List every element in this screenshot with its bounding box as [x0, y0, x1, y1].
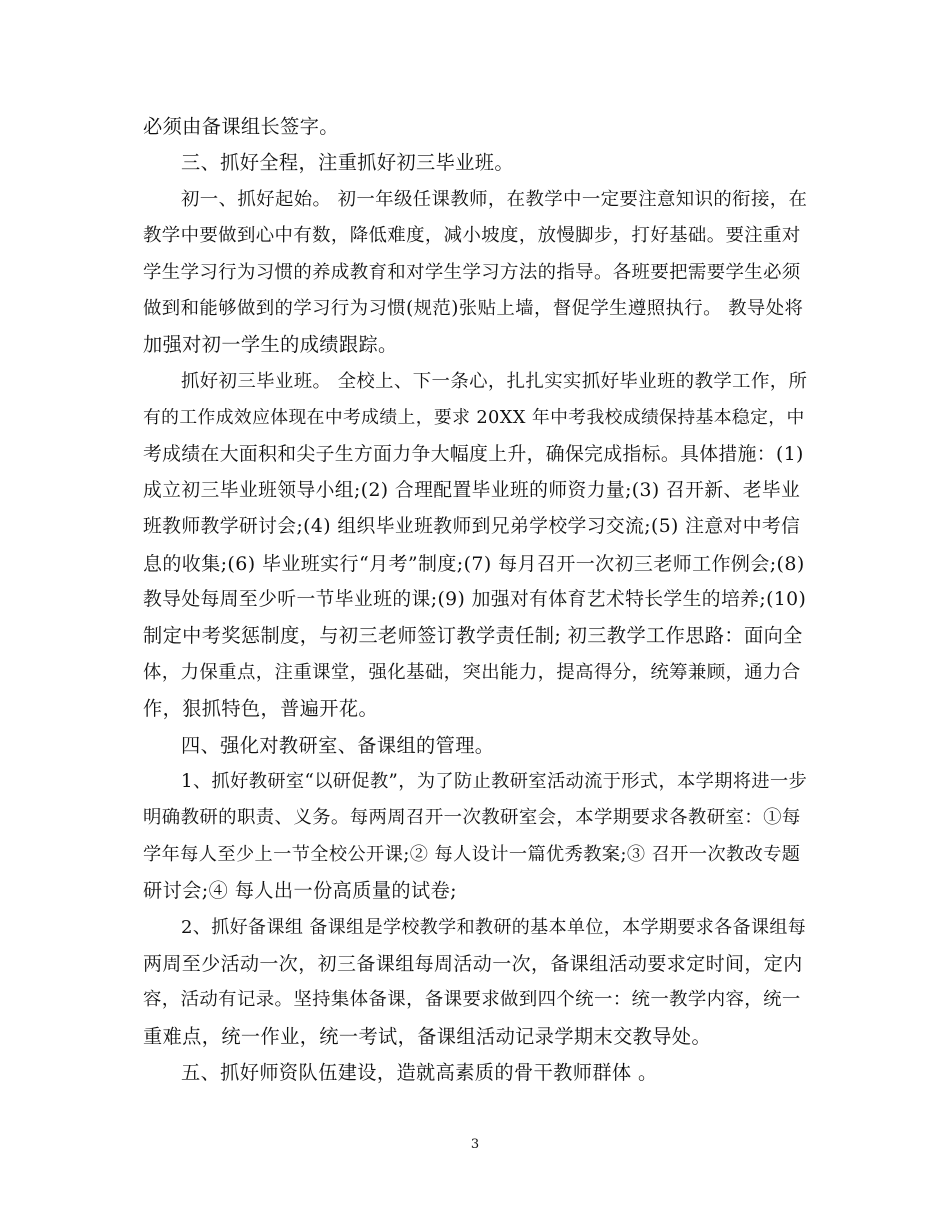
text-line: 加强对初一学生的成绩跟踪。	[143, 333, 398, 357]
text-line: 教学中要做到心中有数，降低难度，减小坡度，放慢脚步，打好基础。要注重对	[143, 225, 801, 247]
text-line: 两周至少活动一次，初三备课组每周活动一次，备课组活动要求定时间，定内	[143, 952, 803, 975]
text-line: 作，狠抓特色，普遍开花。	[143, 697, 379, 721]
text-line: 做到和能够做到的学习行为习惯(规范)张贴上墙，督促学生遵照执行。 教导处将	[143, 297, 804, 319]
text-line: 研讨会;④ 每人出一份高质量的试卷;	[143, 879, 458, 903]
text-line: 息的收集;(6) 毕业班实行“月考”制度;(7) 每月召开一次初三老师工作例会;(8)	[143, 552, 805, 575]
section-heading: 四、强化对教研室、备课组的管理。	[181, 733, 495, 757]
text-line: 制定中考奖惩制度，与初三老师签订教学责任制; 初三教学工作思路：面向全	[143, 624, 803, 648]
text-line: 必须由备课组长签字。	[143, 115, 339, 138]
text-line: 有的工作成效应体现在中考成绩上，要求 20XX 年中考我校成绩保持基本稳定，中	[143, 407, 805, 429]
section-heading: 三、抓好全程，注重抓好初三毕业班。	[181, 151, 514, 175]
text-line: 体，力保重点，注重课堂，强化基础，突出能力，提高得分，统筹兼顾，通力合	[143, 661, 801, 683]
text-line: 1、抓好教研室“以研促教”，为了防止教研室活动流于形式，本学期将进一步	[181, 771, 808, 793]
text-line: 学生学习行为习惯的养成教育和对学生学习方法的指导。各班要把需要学生必须	[143, 261, 801, 283]
text-line: 考成绩在大面积和尖子生方面力争大幅度上升，确保完成指标。具体措施：(1)	[143, 443, 804, 465]
text-line: 重难点，统一作业，统一考试，备课组活动记录学期末交教导处。	[143, 1024, 712, 1048]
body-text	[143, 109, 807, 1092]
section-heading: 五、抓好师资队伍建设，造就高素质的骨干教师群体 。	[181, 1061, 658, 1085]
text-line: 初一、抓好起始。 初一年级任课教师，在教学中一定要注意知识的衔接，在	[181, 188, 808, 210]
text-line: 成立初三毕业班领导小组;(2) 合理配置毕业班的师资力量;(3) 召开新、老毕业	[143, 479, 801, 501]
text-line: 明确教研的职责、义务。每两周召开一次教研室会，本学期要求各教研室：①每	[143, 807, 801, 829]
text-line: 抓好初三毕业班。 全校上、下一条心，扎扎实实抓好毕业班的教学工作，所	[181, 370, 808, 392]
text-line: 2、抓好备课组 备课组是学校教学和教研的基本单位，本学期要求各备课组每	[181, 916, 807, 938]
text-line: 教导处每周至少听一节毕业班的课;(9) 加强对有体育艺术特长学生的培养;(10)	[143, 589, 807, 611]
page-number: 3	[470, 1137, 480, 1152]
text-line: 容，活动有记录。坚持集体备课，备课要求做到四个统一：统一教学内容，统一	[143, 989, 801, 1011]
text-line: 学年每人至少上一节全校公开课;② 每人设计一篇优秀教案;③ 召开一次教改专题	[143, 843, 801, 865]
text-line: 班教师教学研讨会;(4) 组织毕业班教师到兄弟学校学习交流;(5) 注意对中考信	[143, 516, 801, 538]
